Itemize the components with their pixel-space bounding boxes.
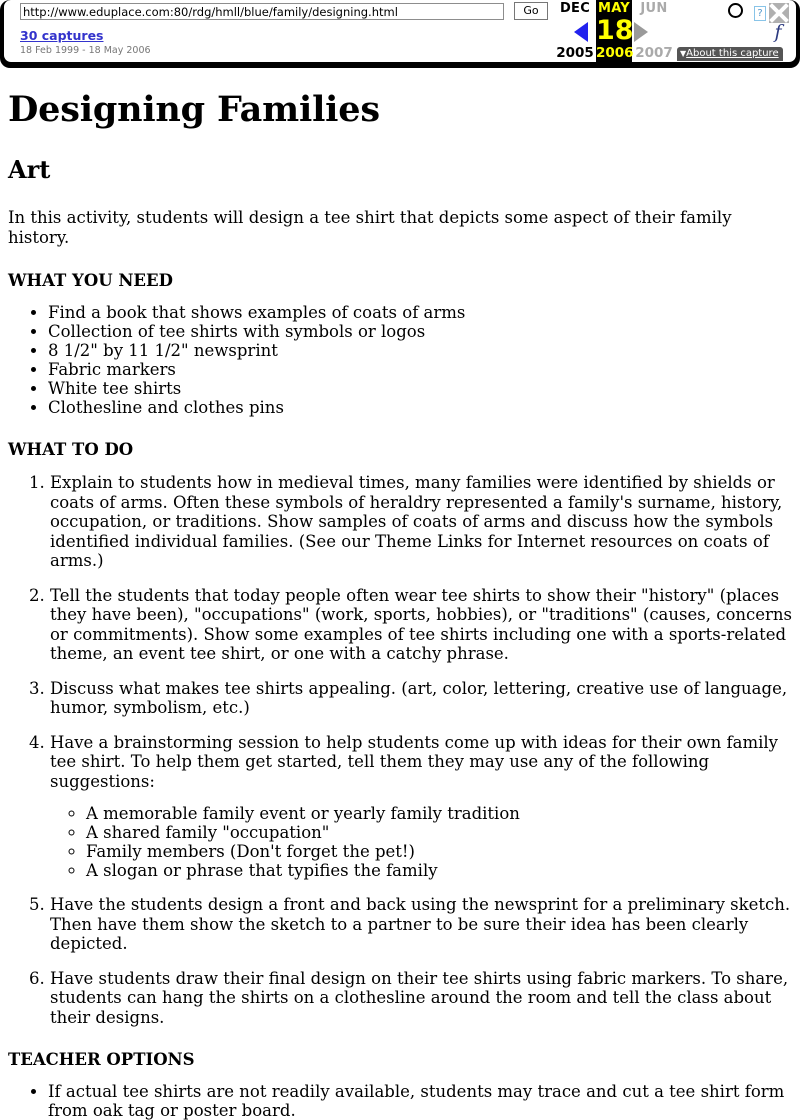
timeline-prev-month: DEC — [559, 1, 591, 16]
about-this-capture-button[interactable] — [677, 47, 783, 61]
list-item: ◦ A memorable family event or yearly family tradition — [86, 804, 792, 823]
help-question-icon[interactable]: ? — [754, 6, 766, 21]
captures-date-range: 18 Feb 1999 - 18 May 2006 — [20, 45, 151, 56]
brainstorm-suggestions-list — [50, 804, 792, 880]
timeline-prev-year: 2005 — [556, 45, 594, 61]
timeline-current-day: 18 — [596, 15, 634, 46]
list-item: 2. Tell the students that today people often wear tee shirts to show their "history" (places they have been), "occupations" (work, sports, hobbies), or "traditions" (causes, concerns or commitments). Show some examples of tee shirts including one with a sports-related theme, an event tee shirt, or one with a catchy phrase. — [50, 586, 792, 664]
url-input[interactable] — [20, 3, 504, 20]
heading-teacher-options: TEACHER OPTIONS — [8, 1050, 195, 1069]
wayback-toolbar — [0, 0, 800, 68]
list-item: 5. Have the students design a front and back using the newsprint for a preliminary sketch. Then have them show the sketch to a partner to be sure their idea has been clearly depicted. — [50, 895, 792, 954]
list-item: • Collection of tee shirts with symbols or logos — [48, 322, 792, 341]
captures-block — [20, 28, 151, 57]
list-item: • Clothesline and clothes pins — [48, 398, 792, 417]
wayback-toolbar-inner — [4, 0, 796, 62]
heading-what-you-need: WHAT YOU NEED — [8, 271, 173, 290]
chevron-down-icon: ▼ — [680, 49, 687, 58]
timeline-current-year: 2006 — [596, 45, 634, 61]
previous-capture-arrow-icon[interactable] — [574, 22, 588, 42]
list-item: ◦ A slogan or phrase that typifies the family — [86, 861, 792, 880]
list-item: ◦ A shared family "occupation" — [86, 823, 792, 842]
teacher-options-list — [8, 1082, 792, 1120]
about-this-capture-label: About this capture — [686, 48, 779, 59]
list-item: ◦ Family members (Don't forget the pet!) — [86, 842, 792, 861]
close-icon[interactable] — [769, 3, 789, 23]
heading-what-to-do: WHAT TO DO — [8, 440, 134, 459]
what-to-do-list — [8, 473, 792, 1027]
list-item: 6. Have students draw their final design on their tee shirts using fabric markers. To share, students can hang the shirts on a clothesline around the room and tell the class about their designs. — [50, 969, 792, 1028]
page-content — [0, 68, 800, 1120]
timeline-next-year: 2007 — [635, 45, 673, 61]
facebook-icon[interactable]: f — [774, 21, 782, 43]
next-capture-arrow-icon[interactable] — [634, 22, 648, 42]
list-item: • White tee shirts — [48, 379, 792, 398]
captures-count-link[interactable]: 30 captures — [20, 28, 104, 43]
page-title: Designing Families — [8, 89, 380, 130]
list-item — [50, 733, 792, 881]
timeline-current-column[interactable] — [596, 0, 632, 62]
circle-placeholder-icon — [728, 3, 743, 18]
list-item: • Fabric markers — [48, 360, 792, 379]
timeline-next-month: JUN — [640, 1, 668, 16]
timeline-current-month: MAY — [597, 1, 631, 16]
list-item: 3. Discuss what makes tee shirts appealing. (art, color, lettering, creative use of language, humor, symbolism, etc.) — [50, 679, 792, 718]
what-you-need-list — [8, 303, 792, 417]
url-row — [4, 0, 796, 27]
list-item: 1. Explain to students how in medieval times, many families were identified by shields or coats of arms. Often these symbols of heraldry represented a family's surname, history, occupation, or traditions. Show samples of coats of arms and discuss how the symbols identified individual families. (See our Theme Links for Internet resources on coats of arms.) — [50, 473, 792, 571]
go-button[interactable]: Go — [514, 2, 548, 20]
subject-heading: Art — [8, 155, 51, 184]
list-item: • 8 1/2" by 11 1/2" newsprint — [48, 341, 792, 360]
list-item: • Find a book that shows examples of coats of arms — [48, 303, 792, 322]
list-item-text: Have a brainstorming session to help students come up with ideas for their own family tee shirt. To help them get started, tell them they may use any of the following suggestions: — [50, 732, 778, 791]
list-item: • If actual tee shirts are not readily available, students may trace and cut a tee shirt form from oak tag or poster board. — [48, 1082, 792, 1120]
intro-paragraph: In this activity, students will design a tee shirt that depicts some aspect of their family history. — [8, 208, 732, 247]
